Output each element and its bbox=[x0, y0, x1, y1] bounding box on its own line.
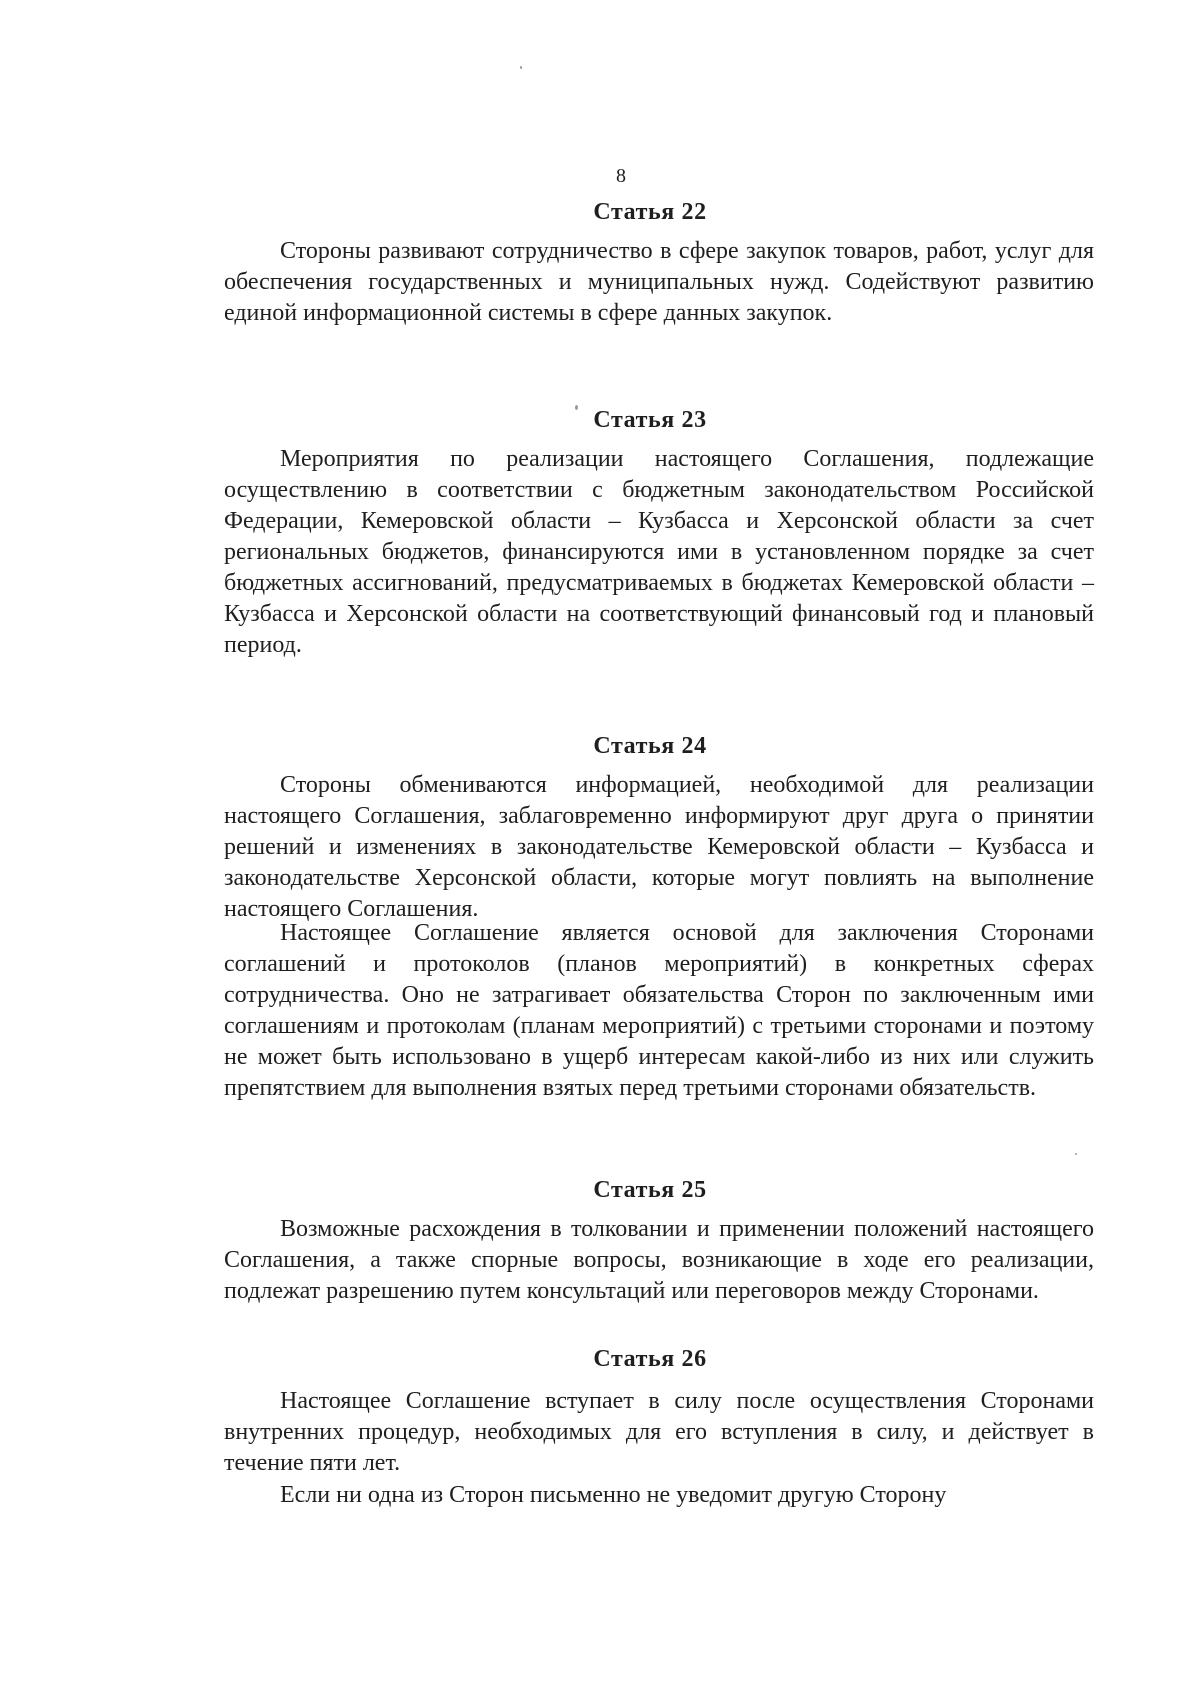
article-23-paragraph-1: Мероприятия по реализации настоящего Соглашения, подлежащие осуществлению в соответствии с бюджетным законодательством Российской Федерации, Кемеровской области – Кузбасса и Херсонской области за счет региональных бюджетов, финансируются ими в установленном порядке за счет бюджетных ассигнований, предусматриваемых в бюджетах Кемеровской области – Кузбасса и Херсонской области на соответствующий финансовый год и плановый период. bbox=[224, 446, 1094, 658]
article-26-heading: Статья 26 bbox=[593, 1346, 707, 1372]
article-26-paragraph-2: Если ни одна из Сторон письменно не уведомит другую Сторону bbox=[280, 1482, 947, 1508]
article-23-heading: Статья 23 bbox=[593, 407, 707, 433]
scan-speck bbox=[575, 405, 578, 410]
scan-speck bbox=[1075, 1153, 1077, 1155]
article-24-paragraph-1: Стороны обмениваются информацией, необходимой для реализации настоящего Соглашения, заблаговременно информируют друг друга о принятии решений и изменениях в законодательстве Кемеровской области – Кузбасса и законодательстве Херсонской области, которые могут повлиять на выполнение настоящего Соглашения. bbox=[224, 772, 1094, 922]
article-24-heading: Статья 24 bbox=[593, 733, 707, 759]
article-24-paragraph-2: Настоящее Соглашение является основой для заключения Сторонами соглашений и протоколов (планов мероприятий) в конкретных сферах сотрудничества. Оно не затрагивает обязательства Сторон по заключенным ими соглашениям и протоколам (планам мероприятий) с третьими сторонами и поэтому не может быть использовано в ущерб интересам какой-либо из них или служить препятствием для выполнения взятых перед третьими сторонами обязательств. bbox=[224, 920, 1094, 1101]
article-25-heading: Статья 25 bbox=[593, 1177, 707, 1203]
scan-speck bbox=[520, 66, 522, 69]
article-22-heading: Статья 22 bbox=[593, 199, 707, 225]
article-22-paragraph-1: Стороны развивают сотрудничество в сфере закупок товаров, работ, услуг для обеспечения государственных и муниципальных нужд. Содействуют развитию единой информационной системы в сфере данных закупок. bbox=[224, 238, 1094, 326]
article-26-paragraph-1: Настоящее Соглашение вступает в силу после осуществления Сторонами внутренних процедур, необходимых для его вступления в силу, и действует в течение пяти лет. bbox=[224, 1388, 1094, 1476]
article-25-paragraph-1: Возможные расхождения в толковании и применении положений настоящего Соглашения, а также спорные вопросы, возникающие в ходе его реализации, подлежат разрешению путем консультаций или переговоров между Сторонами. bbox=[224, 1216, 1094, 1304]
page-number: 8 bbox=[616, 165, 626, 187]
